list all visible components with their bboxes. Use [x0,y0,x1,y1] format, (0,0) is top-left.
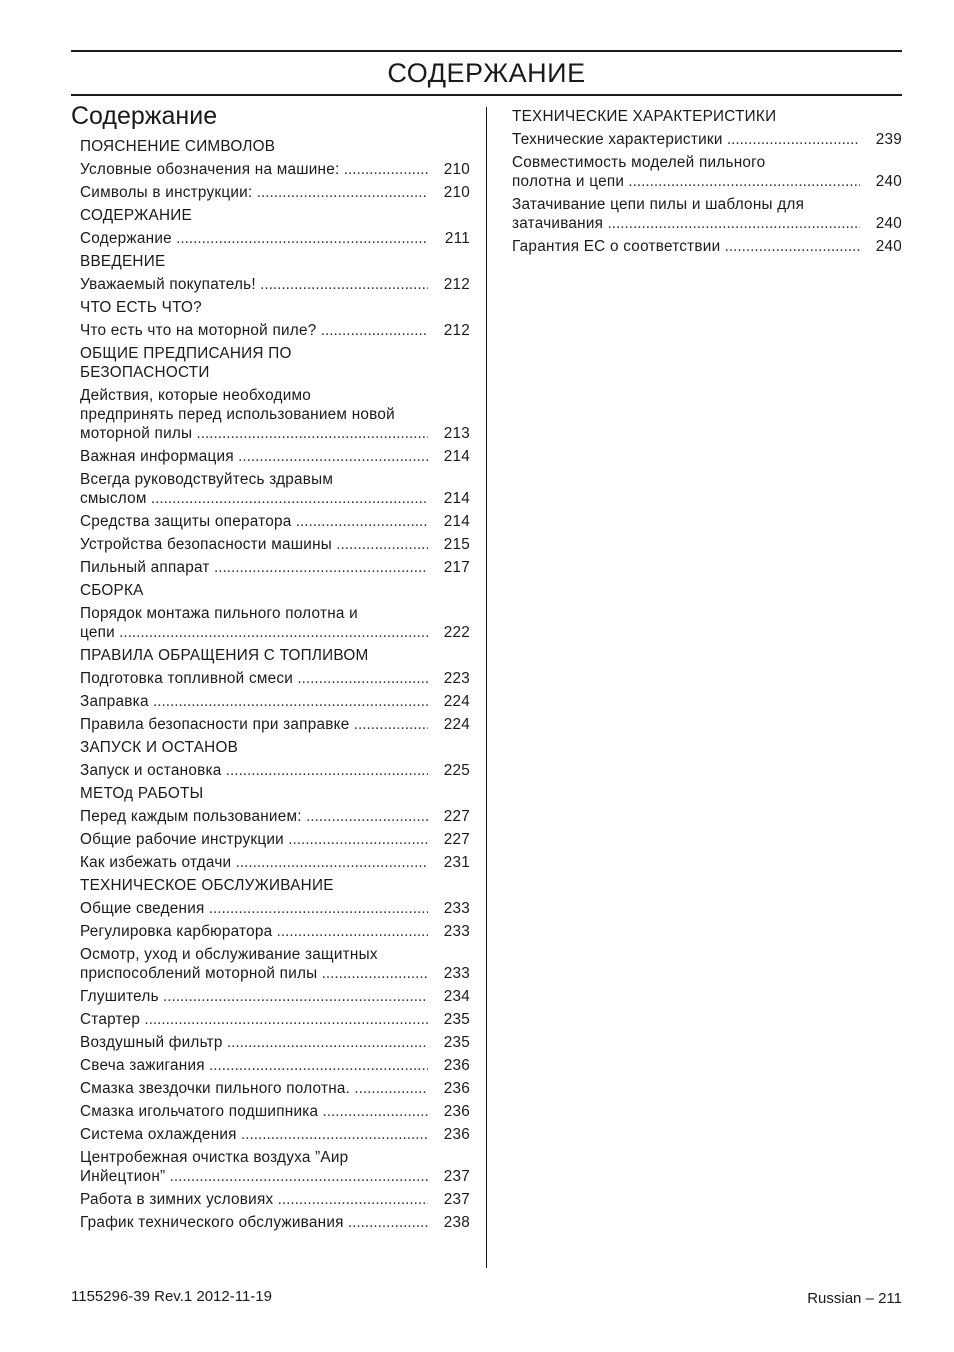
toc-entry-title: Работа в зимних условиях [80,1191,274,1208]
toc-entry[interactable] [80,602,470,644]
toc-page-number: 210 [443,161,470,178]
dot-leader [149,693,428,710]
toc-entry-title: полотна и цепи [512,173,625,190]
toc-entry[interactable] [80,759,470,782]
toc-entry[interactable] [512,128,902,151]
toc-chapter-heading-line: БЕЗОПАСНОСТИ [80,364,210,381]
toc-entry[interactable] [80,805,470,828]
toc-page-number: 227 [443,831,470,848]
toc-entry-title: Гарантия ЕС о соответствии [512,238,721,255]
toc-left-column [80,135,470,1234]
toc-entry-title: Подготовка топливной смеси [80,670,294,687]
dot-leader [624,173,860,190]
dot-leader [603,215,860,232]
toc-entry[interactable] [80,1100,470,1123]
toc-page-number: 210 [443,184,470,201]
toc-page-number: 231 [443,854,470,871]
toc-page-number: 211 [444,230,470,247]
toc-entry-title: Воздушный фильтр [80,1034,223,1051]
toc-entry-title-line: Действия, которые необходимо [80,387,312,404]
toc-page-number: 222 [443,624,470,641]
toc-page-number: 213 [443,425,470,442]
toc-entry[interactable] [80,1054,470,1077]
toc-entry[interactable] [80,384,470,445]
toc-entry-title: моторной пилы [80,425,193,442]
toc-page-number: 240 [875,215,902,232]
toc-entry-title: Свеча зажигания [80,1057,205,1074]
toc-chapter-heading: ПРАВИЛА ОБРАЩЕНИЯ С ТОПЛИВОМ [80,647,369,664]
toc-page-number: 233 [443,900,470,917]
toc-chapter-heading [80,342,470,384]
dot-leader [284,831,428,848]
toc-page-number: 238 [443,1214,470,1231]
toc-entry[interactable] [80,181,470,204]
toc-entry-title: Система охлаждения [80,1126,237,1143]
toc-entry[interactable] [80,273,470,296]
dot-leader [293,670,428,687]
footer-doc-ref: 1155296-39 Rev.1 2012-11-19 [71,1288,272,1305]
toc-entry-title: Заправка [80,693,149,710]
toc-entry-title: Правила безопасности при заправке [80,716,350,733]
dot-leader [302,808,428,825]
toc-entry[interactable] [80,897,470,920]
toc-entry-title: Пильный аппарат [80,559,210,576]
section-title: Содержание [71,102,218,130]
toc-page-number: 236 [443,1126,470,1143]
toc-entry-title: Общие сведения [80,900,205,917]
toc-page-number: 214 [443,448,470,465]
toc-entry-title-line: Осмотр, уход и обслуживание защитных [80,946,378,963]
dot-leader [140,1011,428,1028]
toc-entry-title: смыслом [80,490,147,507]
toc-entry-title: Общие рабочие инструкции [80,831,284,848]
toc-entry[interactable] [80,985,470,1008]
toc-page-number: 237 [443,1191,470,1208]
dot-leader [332,536,428,553]
toc-entry-title: Уважаемый покупатель! [80,276,256,293]
toc-entry[interactable] [512,235,902,258]
top-rule [71,50,902,52]
toc-entry-title: Смазка звездочки пильного полотна. [80,1080,351,1097]
toc-entry-title: Символы в инструкции: [80,184,253,201]
page-title: СОДЕРЖАНИЕ [387,58,586,88]
toc-page-number: 227 [443,808,470,825]
toc-chapter-heading: ТЕХНИЧЕСКИЕ ХАРАКТЕРИСТИКИ [512,108,777,125]
toc-chapter-heading: МЕТОд РАБОТЫ [80,785,204,802]
toc-page-number: 214 [443,490,470,507]
toc-entry[interactable] [80,667,470,690]
dot-leader [720,238,860,255]
dot-leader [231,854,428,871]
toc-entry-title: Что есть что на моторной пиле? [80,322,317,339]
toc-entry-title: Средства защиты оператора [80,513,292,530]
dot-leader [234,448,428,465]
toc-entry-title: затачивания [512,215,604,232]
dot-leader [172,230,428,247]
toc-page-number: 240 [875,173,902,190]
dot-leader [350,1080,428,1097]
toc-chapter-heading: СОДЕРЖАНИЕ [80,207,192,224]
toc-page-number: 233 [443,965,470,982]
toc-page-number: 239 [875,131,902,148]
toc-entry-title: Смазка игольчатого подшипника [80,1103,319,1120]
toc-right-column [512,105,902,258]
toc-entry[interactable] [80,158,470,181]
dot-leader [165,1168,428,1185]
toc-page-number: 215 [443,536,470,553]
toc-entry[interactable] [80,319,470,342]
toc-entry[interactable] [80,1031,470,1054]
toc-page-number: 235 [443,1034,470,1051]
dot-leader [210,559,428,576]
toc-entry[interactable] [80,828,470,851]
toc-entry-title: Как избежать отдачи [80,854,232,871]
column-divider [486,107,487,1268]
toc-entry-title: приспособлений моторной пилы [80,965,318,982]
toc-chapter-heading: ВВЕДЕНИЕ [80,253,166,270]
dot-leader [237,1126,428,1143]
toc-entry[interactable] [512,151,902,193]
dot-leader [273,1191,428,1208]
toc-page-number: 234 [443,988,470,1005]
toc-page-number: 225 [443,762,470,779]
toc-chapter-heading: ПОЯСНЕНИЕ СИМВОЛОВ [80,138,276,155]
toc-entry-title: Устройства безопасности машины [80,536,333,553]
toc-page-number: 224 [443,693,470,710]
toc-entry-title: Глушитель [80,988,159,1005]
dot-leader [723,131,860,148]
dot-leader [318,1103,428,1120]
toc-page-number: 237 [443,1168,470,1185]
toc-entry-title: Запуск и остановка [80,762,222,779]
toc-entry-title: Стартер [80,1011,141,1028]
dot-leader [317,965,428,982]
toc-page-number: 240 [875,238,902,255]
toc-entry[interactable] [80,510,470,533]
dot-leader [159,988,428,1005]
toc-page-number: 235 [443,1011,470,1028]
toc-chapter-heading: ТЕХНИЧЕСКОЕ ОБСЛУЖИВАНИЕ [80,877,334,894]
toc-page-number: 233 [443,923,470,940]
toc-entry-title: Важная информация [80,448,234,465]
toc-entry-title: Инйецтион” [80,1168,166,1185]
toc-entry[interactable] [80,556,470,579]
toc-entry[interactable] [80,1008,470,1031]
toc-page-number: 212 [443,322,470,339]
toc-entry[interactable] [80,690,470,713]
toc-entry-title-line: Всегда руководствуйтесь здравым [80,471,334,488]
toc-chapter-heading: ЗАПУСК И ОСТАНОВ [80,739,239,756]
toc-entry[interactable] [80,1123,470,1146]
toc-entry-title-line: Затачивание цепи пилы и шаблоны для [512,196,805,213]
toc-page-number: 217 [443,559,470,576]
toc-chapter-heading-line: ОБЩИЕ ПРЕДПИСАНИЯ ПО [80,345,292,362]
toc-entry-title: Условные обозначения на машине: [80,161,340,178]
toc-entry[interactable] [80,1211,470,1234]
dot-leader [192,425,428,442]
footer-page-label: Russian – 211 [807,1290,902,1307]
toc-entry-title: График технического обслуживания [80,1214,344,1231]
toc-entry-title: Перед каждым пользованием: [80,808,302,825]
toc-entry-title-line: предпринять перед использованием новой [80,406,395,423]
toc-page-number: 236 [443,1057,470,1074]
toc-chapter-heading: СБОРКА [80,582,144,599]
dot-leader [222,762,428,779]
toc-entry-title-line: Совместимость моделей пильного [512,154,766,171]
toc-page-number: 212 [443,276,470,293]
dot-leader [115,624,428,641]
toc-entry[interactable] [80,533,470,556]
toc-entry[interactable] [80,227,470,250]
toc-entry[interactable] [80,468,470,510]
toc-chapter-heading: ЧТО ЕСТЬ ЧТО? [80,299,202,316]
toc-entry-title: Содержание [80,230,172,247]
dot-leader [256,276,428,293]
dot-leader [272,923,428,940]
toc-entry[interactable] [80,943,470,985]
toc-entry[interactable] [80,1146,470,1188]
toc-entry[interactable] [80,851,470,874]
dot-leader [205,900,428,917]
dot-leader [205,1057,428,1074]
toc-page-number: 236 [443,1080,470,1097]
toc-page-number: 223 [443,670,470,687]
dot-leader [317,322,429,339]
dot-leader [292,513,428,530]
dot-leader [223,1034,428,1051]
dot-leader [349,716,428,733]
title-bottom-rule [71,94,902,96]
dot-leader [252,184,428,201]
toc-page-number: 236 [443,1103,470,1120]
toc-entry-title: цепи [80,624,115,641]
dot-leader [340,161,428,178]
toc-entry[interactable] [80,1077,470,1100]
dot-leader [147,490,428,507]
dot-leader [344,1214,428,1231]
toc-entry[interactable] [80,713,470,736]
toc-entry-title: Регулировка карбюратора [80,923,273,940]
toc-page-number: 224 [443,716,470,733]
toc-entry-title-line: Порядок монтажа пильного полотна и [80,605,358,622]
toc-page-number: 214 [443,513,470,530]
toc-entry-title: Технические характеристики [512,131,723,148]
toc-entry[interactable] [80,920,470,943]
toc-entry[interactable] [80,1188,470,1211]
toc-entry[interactable] [80,445,470,468]
toc-entry[interactable] [512,193,902,235]
toc-entry-title-line: Центробежная очистка воздуха ”Аир [80,1149,349,1166]
